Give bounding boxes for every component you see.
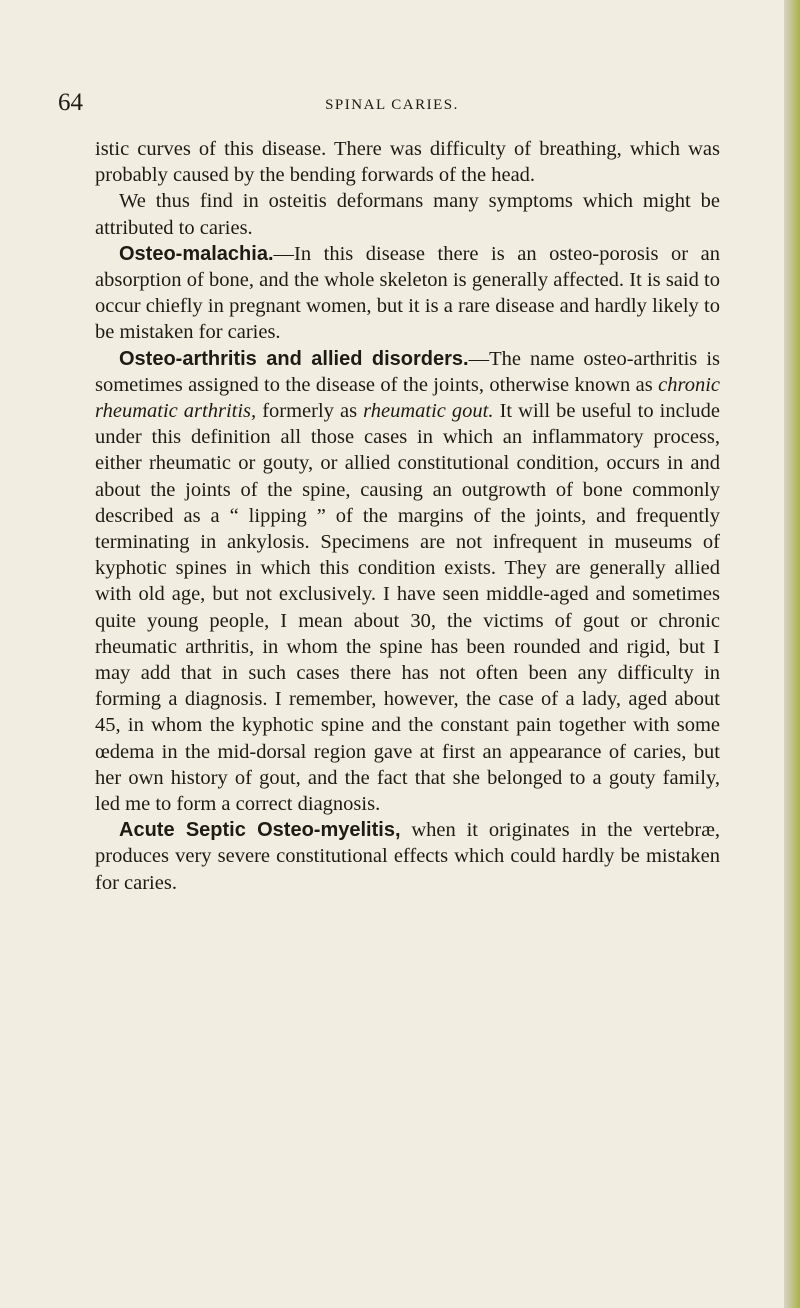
page-number: 64 [58, 89, 83, 116]
paragraph-4-text-3: It will be useful to include under this definition all those cases in which an inflammatory process, either rheumatic or gouty, or allied constitutional condition, occurs in and about the joints of the spine, causing an outgrowth of bone commonly described as a “ lipping ” of the margins of the joints, and frequently terminating in ankylosis. Specimens are not infrequent in museums of kyphotic spines in which this condition exists. They are generally allied with old age, but not exclusively. I have seen middle-aged and sometimes quite young people, I mean about 30, the victims of gout or chronic rheumatic arthritis, in whom the spine has been rounded and rigid, but I may add that in such cases there has not often been any difficulty in forming a diagnosis. I remember, however, the case of a lady, aged about 45, in whom the kyphotic spine and the constant pain together with some œdema in the mid-dorsal region gave at first an appearance of caries, but her own history of gout, and the fact that she belonged to a gouty family, led me to form a correct diagnosis. [95, 400, 721, 816]
paragraph-3-text: —In this disease there is an osteo-porosis or an absorption of bone, and the whole skeleton is generally affected. It is said to occur chiefly in pregnant women, but it is a rare disease and hardly likely to be mistaken for caries. [95, 242, 720, 344]
page-edge [784, 0, 800, 1308]
paragraph-4 [95, 346, 720, 818]
paragraph-4-text-2: formerly as [256, 400, 364, 423]
paragraph-5-text: when it originates in the vertebræ, produces very severe constitutional effects which could hardly be mistaken for caries. [95, 819, 721, 894]
heading-osteo-arthritis: Osteo-arthritis and allied disorders. [119, 347, 469, 370]
page-header [58, 88, 726, 118]
body-text [95, 136, 720, 896]
paragraph-4-text-1: —The name osteo-arthritis is sometimes assigned to the disease of the joints, otherwise known as [95, 347, 720, 396]
italic-rheumatic-gout: rheumatic gout. [363, 400, 494, 423]
paragraph-1: istic curves of this disease. There was difficulty of breathing, which was probably caused by the bending forwards of the head. [95, 138, 720, 187]
paragraph-3 [95, 241, 720, 346]
running-head: SPINAL CARIES. [325, 97, 459, 113]
heading-acute-septic-osteo-myelitis: Acute Septic Osteo-myelitis, [119, 819, 401, 842]
paragraph-5 [95, 817, 720, 896]
heading-osteo-malachia: Osteo-malachia. [119, 242, 274, 265]
paragraph-2: We thus find in osteitis deformans many symptoms which might be attributed to caries. [95, 190, 720, 239]
italic-chronic-rheumatic-arthritis: chronic rheumatic arthritis, [95, 373, 720, 423]
